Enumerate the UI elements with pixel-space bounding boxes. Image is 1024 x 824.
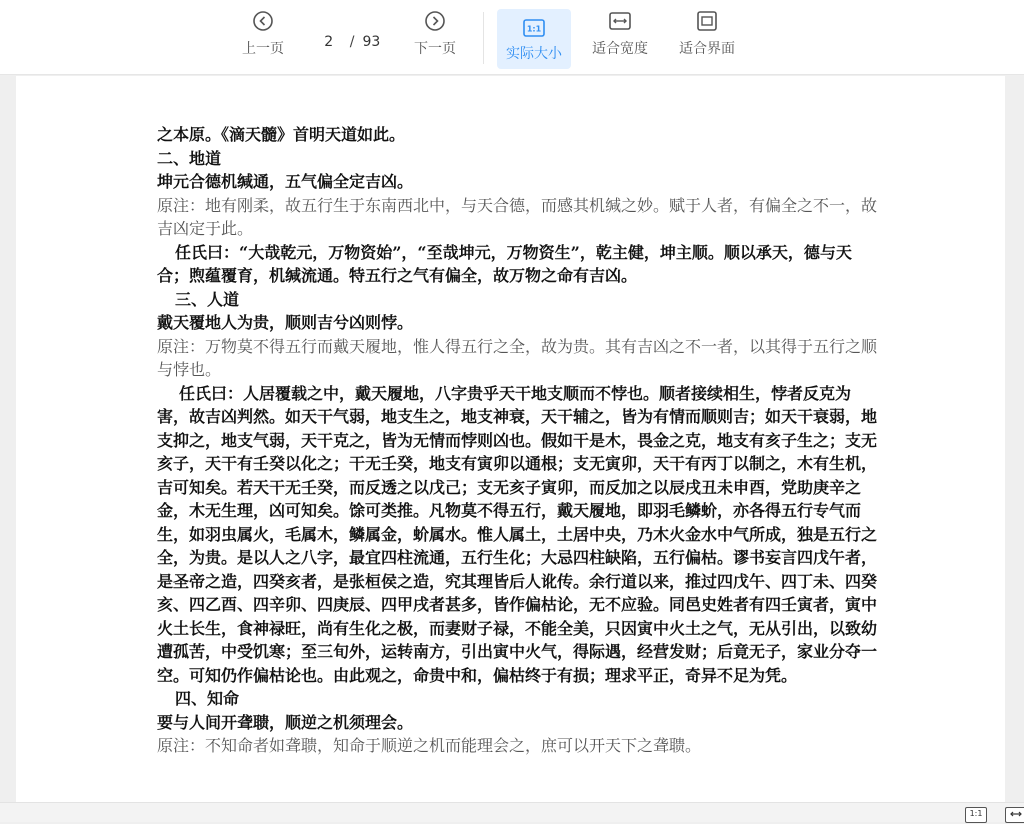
actual-size-button[interactable] — [497, 9, 571, 69]
viewer-toolbar — [0, 0, 1024, 75]
annotation-paragraph: 原注：不知命者如聋聩，知命于顺逆之机而能理会之，庶可以开天下之聋聩。 — [157, 736, 702, 755]
text-paragraph: 要与人间开聋聩，顺逆之机须理会。 — [157, 712, 414, 732]
text-paragraph: 二、地道 — [157, 148, 222, 168]
fit-width-icon — [608, 10, 632, 32]
toolbar-divider — [483, 12, 484, 64]
page-separator: / — [349, 34, 355, 50]
fit-width-button[interactable] — [588, 10, 652, 68]
page-indicator — [305, 28, 391, 56]
chevron-left-circle-icon — [252, 10, 274, 32]
annotation-paragraph: 原注：万物莫不得五行而戴天履地，惟人得五行之全，故为贵。其有吉凶之不一者，以其得于五行之顺与悖也。 — [157, 336, 878, 379]
actual-size-icon — [522, 17, 546, 39]
actual-size-icon-small[interactable]: 1:1 — [965, 807, 987, 823]
bottom-status-bar — [0, 802, 1024, 822]
fit-screen-icon — [695, 10, 719, 32]
text-paragraph: 任氏曰：人居覆载之中，戴天履地，八字贵乎天干地支顺而不悖也。顺者接续相生，悖者反克为害，故吉凶判然。如天干气弱，地支生之，地支神衰，天干辅之，皆为有情而顺则吉；如天干衰弱，地支抑之，地支气弱，天干克之，皆为无情而悖则凶也。假如干是木，畏金之克，地支有亥子生之；支无亥子，天干有壬癸以化之；干无壬癸，地支有寅卯以通根；支无寅卯，天干有丙丁以制之，木有生机，吉可知矣。若天干无壬癸，而反透之以戊己；支无亥子寅卯，而反加之以辰戌丑未申酉，党助庚辛之金，木无生理，凶可知矣。馀可类推。凡物莫不得五行，戴天履地，即羽毛鳞蚧，亦各得五行专气而生，如羽虫属火，毛属木，鳞属金，蚧属水。惟人属土，土居中央，乃木火金水中气所成，独是五行之全，为贵。是以人之八字，最宜四柱流通，五行生化；大忌四柱缺陷，五行偏枯。谬书妄言四戊午者，是圣帝之造，四癸亥者，是张桓侯之造，究其理皆后人讹传。余行道以来，推过四戊午、四丁未、四癸亥、四乙酉、四辛卯、四庚辰、四甲戌者甚多，皆作偏枯论，无不应验。同邑史姓者有四壬寅者，寅中火土长生，食神禄旺，尚有生化之极，而妻财子禄，不能全美，只因寅中火土之气，无从引出，以致幼遭孤苦，中受饥寒；至三旬外，运转南方，引出寅中火气，得际遇，经营发财；后竟无子，家业分夺一空。可知仍作偏枯论也。由此观之，命贵中和，偏枯终于有损；理求平正，奇异不足为凭。 — [157, 383, 878, 685]
document-page — [16, 76, 1005, 802]
text-paragraph: 坤元合德机缄通，五气偏全定吉凶。 — [157, 172, 414, 191]
fit-screen-label: 适合界面 — [679, 41, 735, 57]
fit-screen-button[interactable] — [675, 10, 739, 68]
text-paragraph: 戴天覆地人为贵，顺则吉兮凶则悖。 — [157, 313, 414, 332]
prev-page-label: 上一页 — [242, 41, 284, 57]
fit-width-label: 适合宽度 — [592, 41, 648, 57]
text-paragraph: 之本原。《滴天髓》首明天道如此。 — [157, 125, 406, 144]
svg-text:1:1: 1:1 — [526, 24, 542, 34]
actual-size-label: 实际大小 — [506, 46, 562, 62]
fit-width-icon-small[interactable] — [1005, 807, 1024, 823]
chevron-right-circle-icon — [424, 10, 446, 32]
total-pages: 93 — [362, 34, 381, 50]
text-paragraph: 四、知命 — [175, 689, 240, 708]
next-page-button[interactable] — [410, 10, 460, 68]
next-page-label: 下一页 — [414, 41, 456, 57]
text-paragraph: 三、人道 — [175, 289, 240, 309]
prev-page-button[interactable] — [238, 10, 288, 68]
document-text — [157, 123, 877, 758]
text-paragraph: 任氏曰：“大哉乾元，万物资始”，“至哉坤元，万物资生”，乾主健，坤主顺。顺以承天，德与天合；煦蕴覆育，机缄流通。特五行之气有偏全，故万物之命有吉凶。 — [157, 242, 852, 285]
current-page-input[interactable]: 2 — [324, 34, 334, 50]
annotation-paragraph: 原注：地有刚柔，故五行生于东南西北中，与天合德，而感其机缄之妙。赋于人者，有偏全之不一，故吉凶定于此。 — [157, 195, 878, 238]
